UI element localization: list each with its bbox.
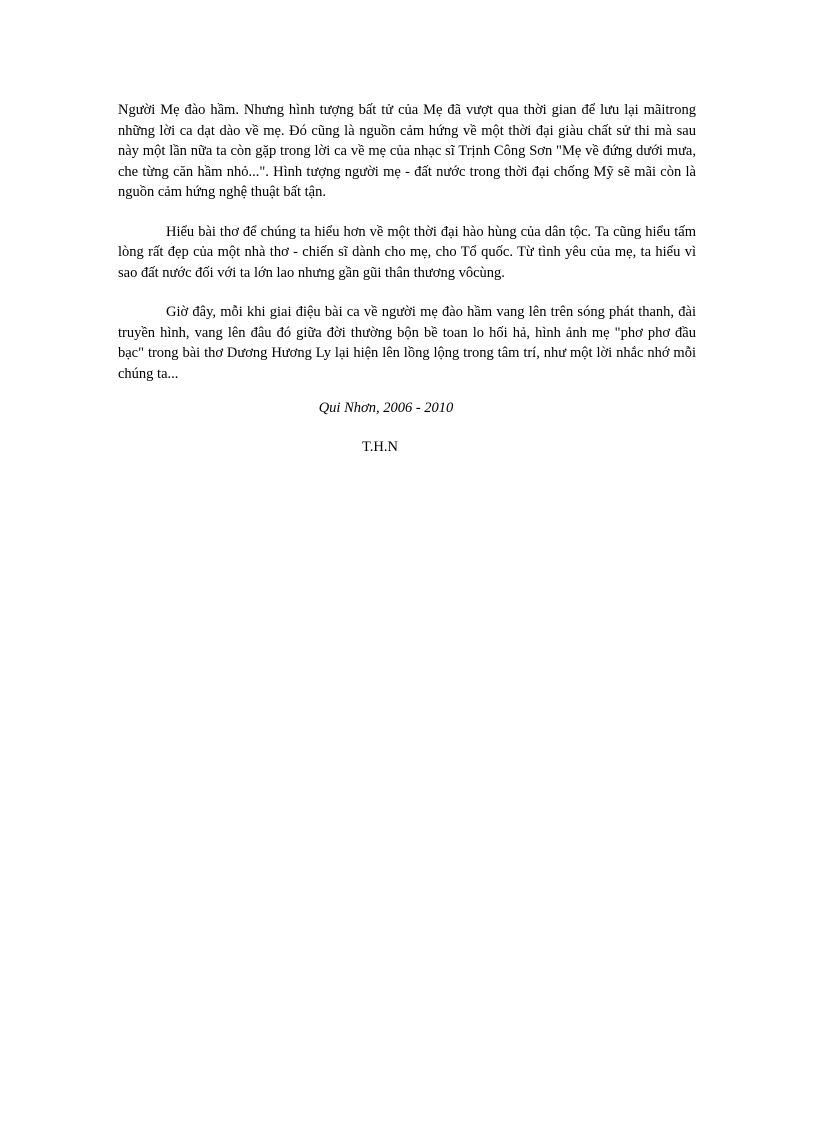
paragraph-1: Người Mẹ đào hầm. Nhưng hình tượng bất tử của Mẹ đã vượt qua thời gian để lưu lại mãitrong những lời ca dạt dào về mẹ. Đó cũng là nguồn cảm hứng về một thời đại giàu chất sử thi mà sau này một lần nữa ta còn gặp trong lời ca về mẹ của nhạc sĩ Trịnh Công Sơn "Mẹ về đứng dưới mưa, che từng căn hầm nhỏ...". Hình tượng người mẹ - đất nước trong thời đại chống Mỹ sẽ mãi còn là nguồn cảm hứng nghệ thuật bất tận. [118, 102, 696, 200]
paragraph-3: Giờ đây, mỗi khi giai điệu bài ca về người mẹ đào hầm vang lên trên sóng phát thanh, đài truyền hình, vang lên đâu đó giữa đời thường bộn bề toan lo hối hả, hình ảnh mẹ "phơ phơ đầu bạc" trong bài thơ Dương Hương Ly lại hiện lên lồng lộng trong tâm trí, như một lời nhắc nhớ mỗi chúng ta... [118, 304, 696, 382]
paragraph-spacer [118, 283, 696, 302]
signature-place-date: Qui Nhơn, 2006 - 2010 [318, 400, 454, 416]
paragraph-spacer [118, 203, 696, 222]
signature-initials: T.H.N [362, 439, 398, 455]
document-page [118, 100, 696, 455]
paragraph-2: Hiểu bài thơ để chúng ta hiểu hơn về một thời đại hào hùng của dân tộc. Ta cũng hiểu tấm lòng rất đẹp của một nhà thơ - chiến sĩ dành cho mẹ, cho Tổ quốc. Từ tình yêu của mẹ, ta hiểu vì sao đất nước đối với ta lớn lao nhưng gần gũi thân thương vôcùng. [118, 223, 696, 281]
